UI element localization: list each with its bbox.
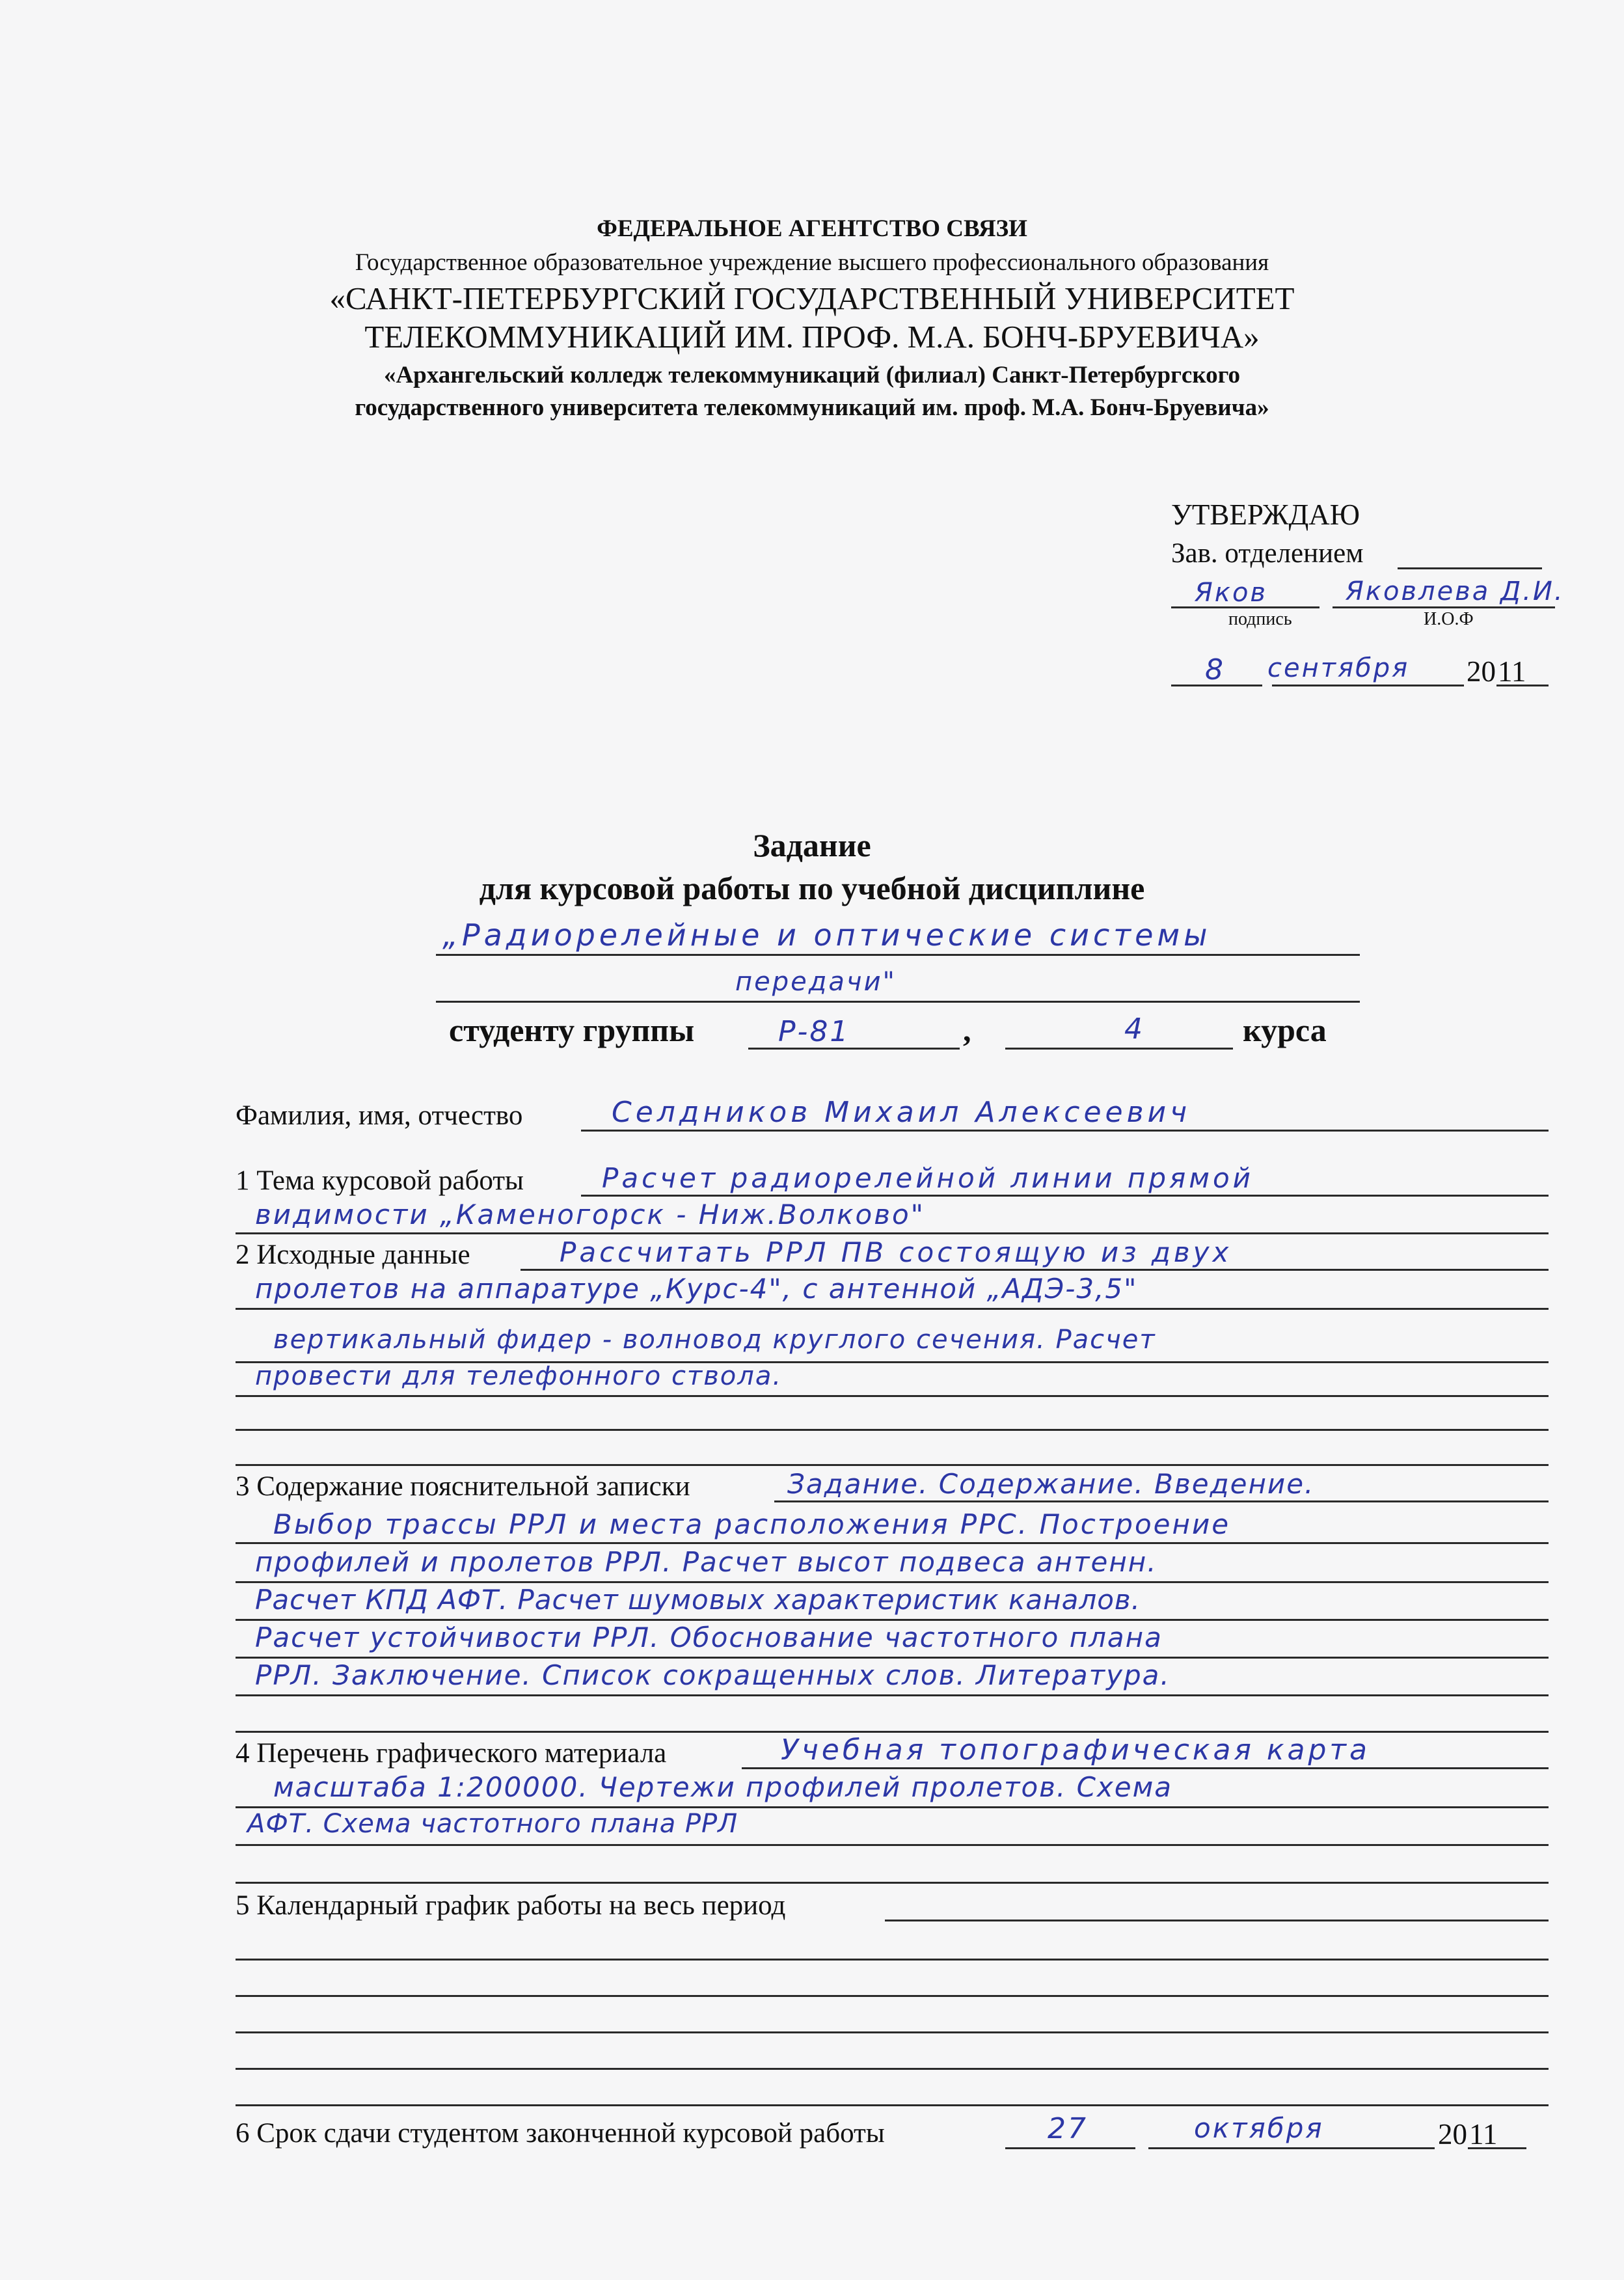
contents-label: 3 Содержание пояснительной записки: [236, 1471, 690, 1502]
graphics-line3: АФТ. Схема частотного плана РРЛ: [247, 1809, 738, 1839]
course-underline: [1005, 1048, 1233, 1050]
university-name-line1: «САНКТ-ПЕТЕРБУРГСКИЙ ГОСУДАРСТВЕННЫЙ УНИВЕРСИТЕТ: [329, 280, 1295, 316]
contents-underline-1: [774, 1500, 1549, 1502]
source-underline-2: [236, 1308, 1549, 1310]
task-title: Задание: [753, 827, 871, 863]
discipline-underline-1: [436, 954, 1360, 956]
source-line1: Рассчитать РРЛ ПВ состоящую из двух: [560, 1236, 1232, 1268]
schedule-label: 5 Календарный график работы на весь период: [236, 1890, 786, 1921]
head-signature-underline: [1398, 567, 1542, 569]
contents-underline-4: [236, 1619, 1549, 1621]
approver-name: Яковлева Д.И.: [1346, 577, 1565, 606]
approval-month: сентября: [1267, 653, 1410, 683]
approval-month-underline: [1272, 685, 1464, 686]
deadline-label: 6 Срок сдачи студентом законченной курсовой работы: [236, 2118, 885, 2149]
fio-underline: [581, 1130, 1549, 1132]
deadline-day-underline: [1005, 2147, 1135, 2149]
deadline-day: 27: [1048, 2112, 1088, 2145]
contents-underline-3: [236, 1581, 1549, 1583]
task-subtitle: для курсовой работы по учебной дисциплине: [479, 870, 1145, 906]
source-underline-4: [236, 1395, 1549, 1397]
discipline-line1: „Радиорелейные и оптические системы: [442, 917, 1211, 953]
fio-value: Селдников Михаил Алексеевич: [612, 1096, 1191, 1129]
deadline-month-underline: [1148, 2147, 1435, 2149]
contents-line1: Задание. Содержание. Введение.: [787, 1468, 1315, 1500]
student-group-label: студенту группы: [449, 1012, 695, 1048]
schedule-underline-6: [236, 2104, 1549, 2106]
source-underline-5: [236, 1429, 1549, 1431]
contents-line3: профилей и пролетов РРЛ. Расчет высот подвеса антенн.: [255, 1546, 1157, 1578]
institution-type: Государственное образовательное учреждение высшего профессионального образования: [355, 249, 1269, 276]
source-line4: провести для телефонного ствола.: [255, 1361, 783, 1391]
name-underline: [1333, 606, 1555, 608]
graphics-line1: Учебная топографическая карта: [781, 1733, 1370, 1767]
graphics-underline-1: [742, 1767, 1549, 1769]
source-line2: пролетов на аппаратуре „Курс-4", с антенной „АДЭ-3,5": [255, 1273, 1138, 1305]
course-label: курса: [1243, 1012, 1327, 1048]
discipline-underline-2: [436, 1001, 1360, 1003]
schedule-underline-5: [236, 2068, 1549, 2070]
handwritten-signature: Яков: [1195, 578, 1267, 608]
approve-heading: УТВЕРЖДАЮ: [1171, 498, 1360, 531]
topic-label: 1 Тема курсовой работы: [236, 1165, 524, 1196]
schedule-underline-4: [236, 2031, 1549, 2033]
graphics-underline-3: [236, 1844, 1549, 1846]
student-group: Р-81: [778, 1015, 850, 1048]
agency-title: ФЕДЕРАЛЬНОЕ АГЕНТСТВО СВЯЗИ: [597, 215, 1027, 242]
group-comma: ,: [963, 1012, 971, 1048]
contents-underline-5: [236, 1657, 1549, 1659]
discipline-line2: передачи": [735, 967, 897, 997]
fio-label: Фамилия, имя, отчество: [236, 1100, 523, 1131]
signature-caption: подпись: [1228, 609, 1292, 629]
topic-underline-2: [236, 1232, 1549, 1234]
topic-line1: Расчет радиорелейной линии прямой: [602, 1162, 1254, 1194]
schedule-underline-3: [236, 1995, 1549, 1997]
university-name-line2: ТЕЛЕКОММУНИКАЦИЙ ИМ. ПРОФ. М.А. БОНЧ-БРУЕВИЧА»: [364, 319, 1260, 355]
student-course: 4: [1124, 1012, 1144, 1046]
source-underline-1: [521, 1269, 1549, 1271]
schedule-underline-1: [885, 1920, 1549, 1921]
approval-year-suffix: 11: [1498, 655, 1526, 688]
graphics-label: 4 Перечень графического материала: [236, 1738, 667, 1769]
contents-line5: Расчет устойчивости РРЛ. Обоснование частотного плана: [255, 1622, 1163, 1653]
schedule-underline-2: [236, 1959, 1549, 1961]
contents-line2: Выбор трассы РРЛ и места расположения РРС. Построение: [273, 1508, 1231, 1540]
source-line3: вертикальный фидер - волновод круглого сечения. Расчет: [273, 1325, 1156, 1355]
graphics-underline-4: [236, 1882, 1549, 1884]
deadline-month: октября: [1194, 2112, 1324, 2144]
contents-underline-2: [236, 1542, 1549, 1544]
deadline-year-prefix: 20: [1438, 2118, 1467, 2151]
name-caption: И.О.Ф: [1424, 609, 1474, 629]
approval-year-prefix: 20: [1467, 655, 1496, 688]
topic-underline-1: [581, 1195, 1549, 1197]
contents-underline-7: [236, 1731, 1549, 1733]
graphics-line2: масштаба 1:200000. Чертежи профилей пролетов. Схема: [273, 1771, 1173, 1803]
source-underline-6: [236, 1464, 1549, 1466]
topic-line2: видимости „Каменогорск - Ниж.Волково": [255, 1199, 925, 1230]
contents-underline-6: [236, 1694, 1549, 1696]
source-data-label: 2 Исходные данные: [236, 1240, 470, 1270]
college-name-line2: государственного университета телекоммуникаций им. проф. М.А. Бонч-Бруевича»: [355, 394, 1269, 421]
approval-day: 8: [1205, 653, 1225, 686]
contents-line6: РРЛ. Заключение. Список сокращенных слов. Литература.: [255, 1659, 1171, 1691]
college-name-line1: «Архангельский колледж телекоммуникаций (филиал) Санкт-Петербургского: [383, 362, 1241, 388]
contents-line4: Расчет КПД АФТ. Расчет шумовых характеристик каналов.: [255, 1584, 1141, 1616]
graphics-underline-2: [236, 1806, 1549, 1808]
head-of-department-label: Зав. отделением: [1171, 538, 1364, 569]
deadline-year-suffix: 11: [1469, 2118, 1498, 2151]
